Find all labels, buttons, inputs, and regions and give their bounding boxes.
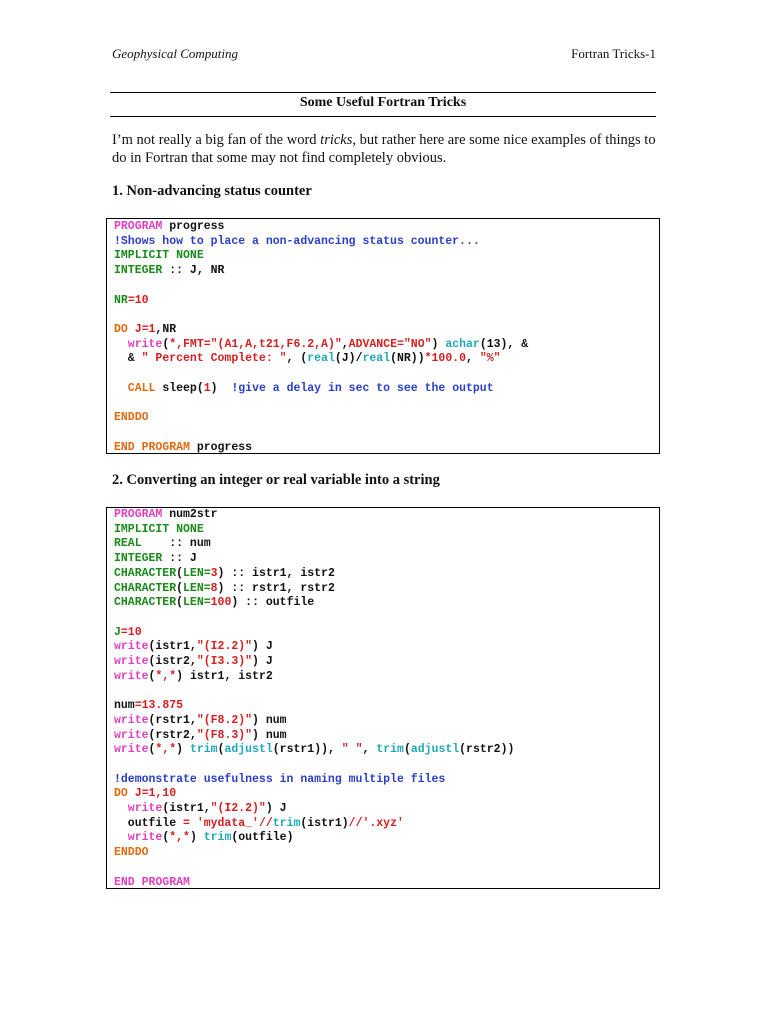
code-token: ) [431, 337, 446, 351]
code-token: *,FMT= [169, 337, 211, 351]
code-token: write [114, 831, 163, 845]
code-line [114, 758, 514, 773]
code-line [114, 640, 514, 655]
intro-text-2: , but rather here are some nice examples of things to do in Fortran that some may not find completely obvious. [112, 132, 656, 166]
code-token: & [114, 352, 142, 366]
code-token: :: num [141, 537, 211, 551]
code-line [114, 352, 528, 367]
code-token: ) [210, 381, 232, 395]
code-line [114, 426, 528, 441]
code-token: write [114, 728, 149, 742]
code-token: real [307, 352, 335, 366]
code-token: (rstr2, [148, 728, 197, 742]
code-token: PROGRAM [114, 508, 163, 521]
code-token: progress [162, 220, 225, 233]
code-token: 100 [210, 596, 232, 610]
code-line [114, 382, 528, 397]
code-token: :: J [162, 552, 197, 566]
code-token: "(I2.2)" [196, 640, 253, 654]
code-token: write [114, 743, 149, 757]
code-token: outfile [114, 816, 184, 830]
code-token: ) [176, 743, 190, 757]
code-line [114, 626, 514, 641]
code-token: *,* [155, 669, 177, 683]
code-token: CHARACTER [114, 566, 177, 580]
code-line [114, 831, 514, 846]
code-token: "(I3.3)" [196, 655, 253, 669]
code-token: *,* [169, 831, 190, 845]
code-token: ) J [252, 655, 273, 669]
code-token: ) [189, 831, 204, 845]
code-line [114, 596, 514, 611]
code-listing-2 [114, 508, 514, 890]
code-token: (istr1, [148, 640, 197, 654]
title-rule-bottom [110, 116, 656, 117]
code-token: *,* [155, 743, 177, 757]
code-token: ( [162, 337, 170, 351]
code-line [114, 220, 528, 235]
code-token: , [341, 337, 349, 351]
code-token: CHARACTER [114, 581, 177, 595]
code-line [114, 846, 514, 861]
code-token: J=1 [127, 322, 156, 336]
code-token: "NO" [403, 337, 432, 351]
code-token: !Shows how to place a non-advancing status counter... [114, 234, 480, 248]
code-line [114, 338, 528, 353]
code-token: (istr1, [162, 802, 211, 816]
code-token: ( [403, 743, 411, 757]
code-line [114, 396, 528, 411]
code-token: , ( [286, 352, 308, 366]
code-token: LEN= [183, 581, 211, 595]
code-line [114, 523, 514, 538]
code-line [114, 441, 528, 456]
code-token: 1 [203, 381, 211, 395]
code-token: write [114, 655, 149, 669]
intro-text-1: I’m not really a big fan of the word [112, 132, 321, 148]
code-token: write [114, 669, 149, 683]
intro-emphasis: tricks [320, 132, 353, 148]
code-token: "%" [479, 352, 501, 366]
code-token: trim [376, 743, 404, 757]
code-token: write [114, 337, 163, 351]
code-token: *100.0 [424, 352, 467, 366]
code-token: =10 [120, 625, 142, 639]
code-token: REAL [114, 537, 142, 551]
code-token: (rstr1, [148, 713, 197, 727]
header-left-text: Geophysical Computing [112, 46, 239, 61]
code-token: sleep( [155, 381, 204, 395]
code-token: adjustl [224, 743, 273, 757]
code-line [114, 876, 514, 891]
code-line [114, 323, 528, 338]
code-token: ( [176, 566, 184, 580]
code-token: ( [162, 831, 170, 845]
code-token: write [114, 802, 163, 816]
code-token: IMPLICIT NONE [114, 522, 204, 536]
code-token: INTEGER [114, 264, 163, 278]
section-heading-1: 1. Non-advancing status counter [112, 183, 312, 199]
code-line [114, 308, 528, 323]
code-token: = [183, 816, 197, 830]
code-token: DO [114, 787, 128, 801]
code-token: (13), & [479, 337, 529, 351]
code-token: !give a delay in sec to see the output [231, 381, 494, 395]
code-token: ( [217, 743, 225, 757]
code-line [114, 670, 514, 685]
code-block-num2str [106, 507, 660, 889]
code-token: , [362, 743, 377, 757]
page-title: Some Useful Fortran Tricks [299, 95, 467, 110]
code-token: ( [176, 596, 184, 610]
code-line [114, 264, 528, 279]
code-token: 3 [210, 566, 218, 580]
code-token: =10 [127, 293, 149, 307]
code-token: (NR)) [390, 352, 425, 366]
code-token: (rstr1)), [272, 743, 342, 757]
code-token: LEN= [183, 596, 211, 610]
code-token: J [114, 625, 121, 639]
code-token: END PROGRAM [114, 440, 190, 454]
code-token: trim [189, 743, 218, 757]
code-token: "(I2.2)" [210, 802, 266, 816]
code-line [114, 729, 514, 744]
code-line [114, 582, 514, 597]
code-token: " " [341, 743, 363, 757]
code-token: num2str [162, 508, 218, 521]
header-right-text: Fortran Tricks-1 [571, 46, 656, 61]
code-token: "(F8.3)" [196, 728, 253, 742]
code-line [114, 279, 528, 294]
code-line [114, 294, 528, 309]
code-token: (outfile) [231, 831, 294, 845]
code-token: 8 [210, 581, 218, 595]
code-line [114, 773, 514, 788]
code-line [114, 611, 514, 626]
code-line [114, 699, 514, 714]
code-token: "(F8.2)" [196, 713, 253, 727]
code-line [114, 861, 514, 876]
code-token: trim [203, 831, 232, 845]
code-token: INTEGER [114, 552, 163, 566]
code-token: =13.875 [134, 699, 184, 713]
code-line [114, 411, 528, 426]
code-token: ) num [252, 728, 287, 742]
code-token: ENDDO [114, 846, 149, 860]
code-token: ) num [252, 713, 287, 727]
code-line [114, 787, 514, 802]
code-token: ( [176, 581, 184, 595]
code-block-progress [106, 218, 660, 454]
code-token: END PROGRAM [114, 875, 190, 889]
code-token: ( [148, 743, 156, 757]
code-token: //'.xyz' [348, 816, 404, 830]
code-token: trim [272, 816, 301, 830]
code-token: !demonstrate usefulness in naming multiple files [114, 772, 446, 786]
code-token: ) :: istr1, istr2 [217, 566, 335, 580]
code-token: "(A1,A,t21,F6.2,A)" [210, 337, 342, 351]
code-token: PROGRAM [114, 220, 163, 233]
intro-paragraph [112, 131, 660, 167]
code-token: J=1,10 [127, 787, 177, 801]
code-token: write [114, 640, 149, 654]
code-line [114, 655, 514, 670]
code-token: (istr2, [148, 655, 197, 669]
code-token: CHARACTER [114, 596, 177, 610]
code-token: (J)/ [334, 352, 363, 366]
code-token: , [466, 352, 480, 366]
code-token: write [114, 713, 149, 727]
code-token: ) istr1, istr2 [176, 669, 273, 683]
code-listing-1 [114, 220, 528, 455]
code-token: ) J [265, 802, 287, 816]
code-token: 'mydata_'// [196, 816, 273, 830]
code-line [114, 552, 514, 567]
code-line [114, 802, 514, 817]
code-line [114, 567, 514, 582]
code-token: ) J [252, 640, 273, 654]
code-line [114, 367, 528, 382]
code-token: NR [114, 293, 128, 307]
code-token: progress [189, 440, 253, 454]
code-line [114, 684, 514, 699]
code-line [114, 714, 514, 729]
code-token: :: J, NR [162, 264, 225, 278]
code-token: ENDDO [114, 411, 149, 425]
code-line [114, 743, 514, 758]
code-token: (rstr2)) [459, 743, 515, 757]
code-token: ADVANCE= [348, 337, 404, 351]
code-line [114, 508, 514, 523]
code-line [114, 537, 514, 552]
code-token: achar [445, 337, 480, 351]
code-line [114, 817, 514, 832]
title-rule-top [110, 92, 656, 93]
code-token: CALL [114, 381, 156, 395]
code-token: LEN= [183, 566, 211, 580]
code-token: DO [114, 322, 128, 336]
code-token: ,NR [155, 322, 177, 336]
code-token: ) :: rstr1, rstr2 [217, 581, 335, 595]
code-token: ) :: outfile [231, 596, 315, 610]
code-token: " Percent Complete: " [141, 352, 287, 366]
code-line [114, 235, 528, 250]
section-heading-2: 2. Converting an integer or real variable into a string [112, 472, 440, 488]
code-token: real [362, 352, 391, 366]
code-token: num [114, 699, 135, 713]
code-token: adjustl [410, 743, 460, 757]
code-token: (istr1) [300, 816, 349, 830]
code-token: IMPLICIT NONE [114, 249, 204, 263]
code-line [114, 249, 528, 264]
code-token: ( [148, 669, 156, 683]
